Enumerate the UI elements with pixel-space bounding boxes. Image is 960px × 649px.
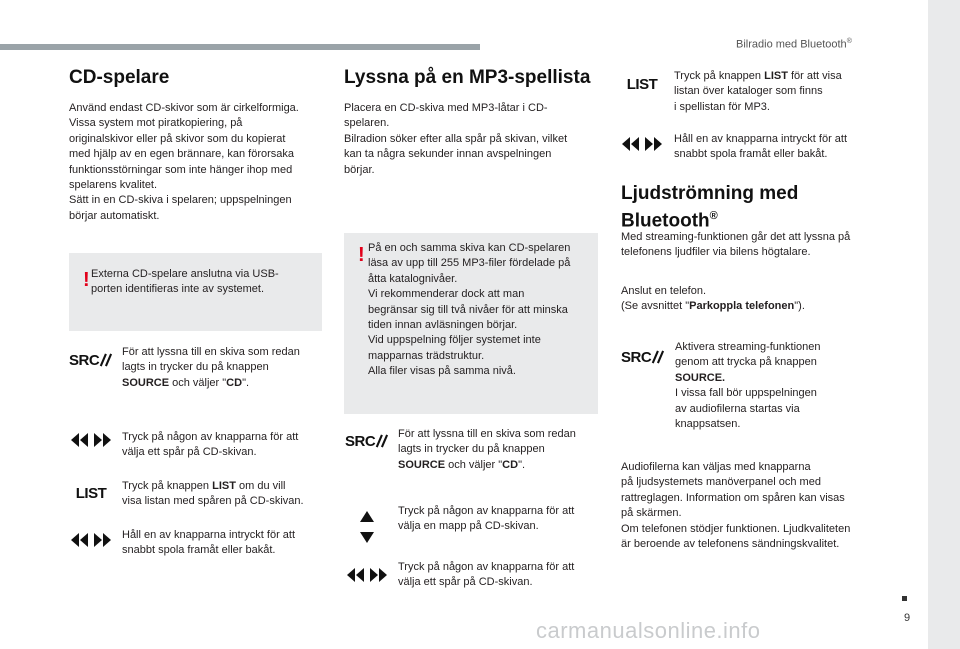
list-button-icon: LIST: [626, 75, 658, 93]
cd-hold-text: Håll en av knapparna intryckt för att snabbt spola framåt eller bakåt.: [122, 529, 296, 557]
page-marker: [902, 596, 907, 601]
watermark: carmanualsonline.info: [536, 618, 761, 643]
src-button-icon: SRC: [621, 347, 665, 367]
page-edge-strip: [928, 0, 960, 649]
cd-intro-text: Använd endast CD-skivor som är cirkelformiga. Vissa system mot piratkopiering, på originalskivor eller på skivor som du kopierat med hjälp av en egen brännare, kan förorsaka funktionsstörningar som inte hänger ihop med spelarens kvalitet. Sätt in en CD-skiva i spelaren; uppspelningen börjar automatiskt.: [69, 102, 299, 222]
cd-track-text: Tryck på någon av knapparna för att välja ett spår på CD-skivan.: [122, 431, 299, 459]
mp3-note-text: På en och samma skiva kan CD-spelaren läsa av upp till 255 MP3-filer fördelade på åtta katalognivåer. Vi rekommenderar dock att man begränsar sig till två nivåer för att minska tiden innan avläsningen börjar. Vid uppspelning följer systemet inte mapparnas trädstruktur. Alla filer visas på samma nivå.: [368, 242, 571, 378]
usb-note-text: Externa CD-spelare anslutna via USB- porten identifieras inte av systemet.: [91, 268, 279, 296]
mp3-source-text: För att lyssna till en skiva som redan lagts in trycker du på knappen SOURCE och väljer "CD".: [398, 428, 576, 471]
warning-icon: !: [358, 244, 365, 266]
heading-mp3-playlist: Lyssna på en MP3-spellista: [344, 67, 591, 88]
mp3-folder-text: Tryck på någon av knapparna för att välja en mapp på CD-skivan.: [398, 505, 575, 533]
mp3-track-text: Tryck på någon av knapparna för att välja ett spår på CD-skivan.: [398, 561, 575, 589]
mp3-note-box: [344, 233, 598, 414]
header-bar: [0, 44, 480, 50]
list-button-icon: LIST: [75, 484, 107, 502]
bt-activate-text: Aktivera streaming-funktionen genom att trycka på knappen SOURCE. I vissa fall bör uppspelningen av audiofilerna startas via knappsatsen.: [675, 341, 821, 431]
mp3-list-text: Tryck på knappen LIST för att visa listan över kataloger som finns i spellistan för MP3.: [674, 70, 842, 113]
fast-forward-rewind-icon: [622, 136, 662, 152]
prev-next-track-icon: [71, 432, 111, 448]
heading-bluetooth-streaming: Ljudströmning med Bluetooth®: [621, 183, 799, 232]
warning-icon: !: [83, 269, 90, 291]
fast-forward-rewind-icon: [71, 532, 111, 548]
bt-outro-text: Audiofilerna kan väljas med knapparna på ljudsystemets manöverpanel och med rattreglagen. Information om spåren kan visas på skärmen. Om telefonen stödjer funktionen. Ljudkvaliteten är beroende av telefonens sändningskvalitet.: [621, 461, 851, 551]
prev-next-track-icon: [347, 567, 387, 583]
bt-connect-text: Anslut en telefon. (Se avsnittet "Parkoppla telefonen").: [621, 285, 805, 313]
section-title: Bilradio med Bluetooth®: [736, 38, 852, 51]
page-number: 9: [904, 612, 911, 624]
cd-source-text: För att lyssna till en skiva som redan lagts in trycker du på knappen SOURCE och väljer "CD".: [122, 346, 300, 389]
mp3-hold-text: Håll en av knapparna intryckt för att snabbt spola framåt eller bakåt.: [674, 133, 848, 161]
heading-cd-player: CD-spelare: [69, 67, 170, 88]
cd-list-text: Tryck på knappen LIST om du vill visa listan med spåren på CD-skivan.: [122, 480, 304, 508]
usb-note-box: [69, 253, 322, 331]
folder-up-down-icon: [358, 510, 376, 544]
src-button-icon: SRC: [345, 431, 389, 451]
mp3-intro-text: Placera en CD-skiva med MP3-låtar i CD- spelaren. Bilradion söker efter alla spår på skivan, vilket kan ta några sekunder innan avspelningen börjar.: [344, 102, 568, 176]
src-button-icon: SRC: [69, 350, 113, 370]
bt-intro-text: Med streaming-funktionen går det att lyssna på telefonens ljudfiler via bilens högtalare.: [621, 231, 851, 259]
